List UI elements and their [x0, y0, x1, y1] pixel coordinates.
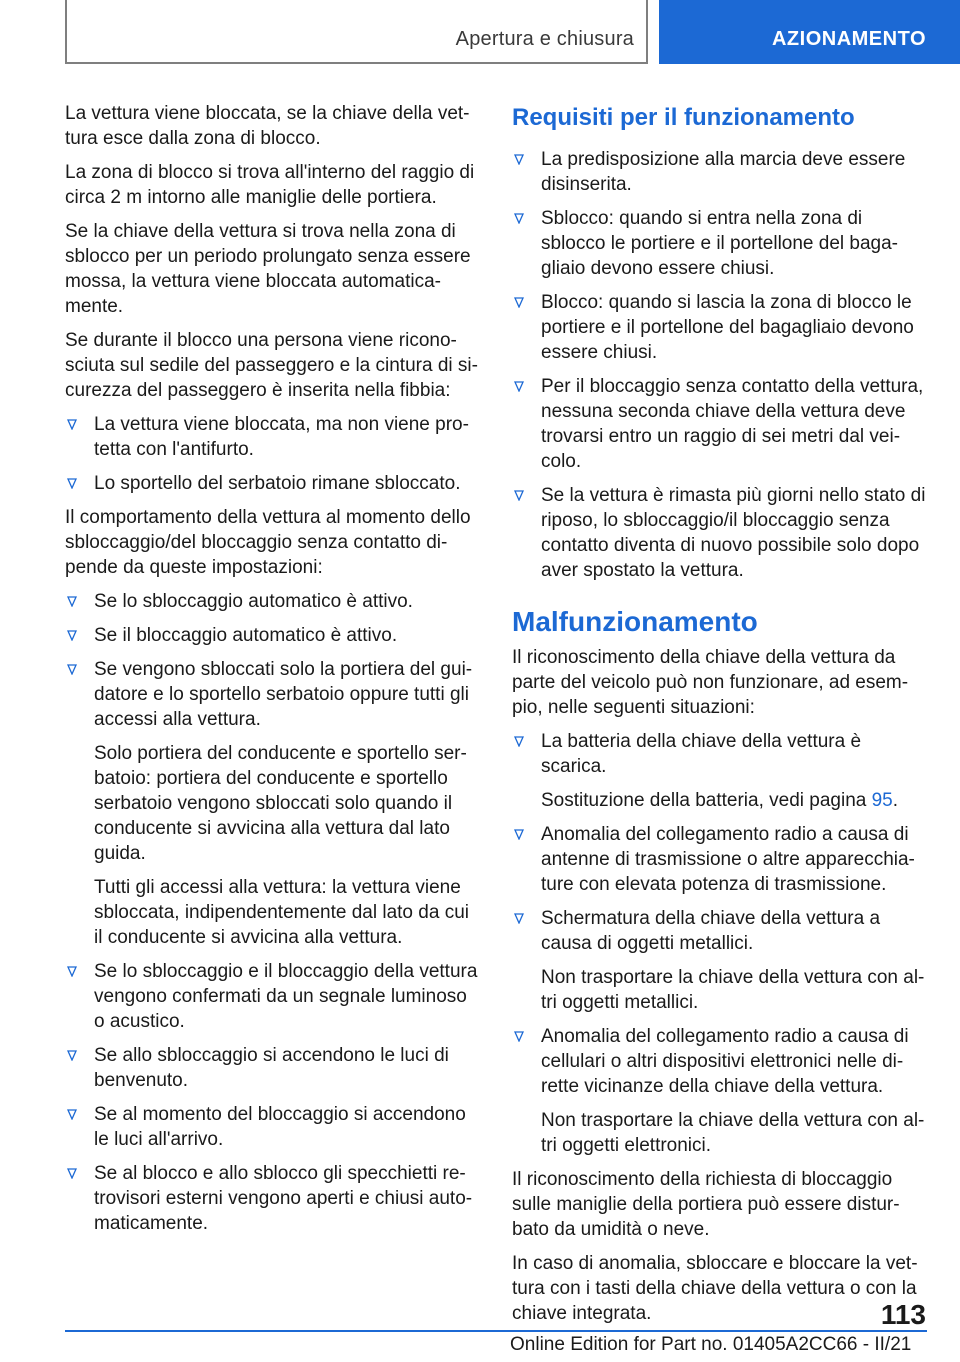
triangle-bullet-icon [514, 490, 524, 501]
paragraph: In caso di anomalia, sbloccare e bloccare la vet-tura con i tasti della chiave della vettura o con la chiave integrata. [512, 1253, 918, 1324]
list-item-subtext: Solo portiera del conducente e sportello ser-batoio: portiera del conducente e sportello serbatoio vengono sbloccati solo quando il conducente si avvicina alla vettura dal lato guida. [94, 743, 467, 864]
list-item [512, 822, 930, 897]
triangle-bullet-icon [67, 478, 77, 489]
list-item-text: La batteria della chiave della vettura è scarica. [541, 731, 862, 777]
left-column [65, 101, 480, 1245]
list-item-text: Anomalia del collegamento radio a causa di cellulari o altri dispositivi elettronici nelle di-rette vicinanze della chiave della vettura. [541, 1026, 909, 1097]
list-item [65, 1102, 480, 1152]
triangle-bullet-icon [514, 736, 524, 747]
list-item-text: Se lo sbloccaggio automatico è attivo. [94, 591, 413, 612]
header-chapter-label: AZIONAMENTO [771, 28, 926, 50]
list-item-text: Se allo sbloccaggio si accendono le luci di benvenuto. [94, 1045, 449, 1091]
list-item-text: La vettura viene bloccata, ma non viene pro-tetta con l'antifurto. [94, 414, 469, 460]
triangle-bullet-icon [514, 913, 524, 924]
paragraph: Il riconoscimento della richiesta di bloccaggio sulle maniglie della portiera può essere distur-bato da umidità o neve. [512, 1169, 900, 1240]
triangle-bullet-icon [67, 596, 77, 607]
list-item-subtext: Non trasportare la chiave della vettura con al-tri oggetti metallici. [541, 967, 925, 1013]
triangle-bullet-icon [514, 829, 524, 840]
triangle-bullet-icon [514, 213, 524, 224]
section-heading-requisiti: Requisiti per il funzionamento [512, 104, 855, 131]
right-column [512, 101, 930, 1335]
list-item [65, 623, 480, 648]
list-item-text: Se al momento del bloccaggio si accendono le luci all'arrivo. [94, 1104, 466, 1150]
triangle-bullet-icon [514, 381, 524, 392]
paragraph: Il riconoscimento della chiave della vettura da parte del veicolo può non funzionare, ad esem-pio, nelle seguenti situazioni: [512, 647, 909, 718]
paragraph: Se durante il blocco una persona viene ricono-sciuta sul sedile del passeggero e la cintura di si-curezza del passeggero è inserita nella fibbia: [65, 330, 478, 401]
list-item [512, 374, 930, 474]
footer-edition-text: Online Edition for Part no. 01405A2CC66 - II/21 [510, 1334, 912, 1355]
list-item-text: Per il bloccaggio senza contatto della vettura, nessuna seconda chiave della vettura deve trovarsi entro un raggio di sei metri dal vei-colo. [541, 376, 924, 472]
subtext-suffix: . [892, 790, 899, 811]
triangle-bullet-icon [514, 297, 524, 308]
section-heading-malfunzionamento: Malfunzionamento [512, 606, 758, 637]
triangle-bullet-icon [67, 1050, 77, 1061]
paragraph: Se la chiave della vettura si trova nella zona di sblocco per un periodo prolungato senza essere mossa, la vettura viene bloccata automatica-mente. [65, 221, 471, 317]
list-item-subtext: Non trasportare la chiave della vettura con al-tri oggetti elettronici. [541, 1110, 925, 1156]
list-item [65, 1043, 480, 1093]
triangle-bullet-icon [67, 630, 77, 641]
triangle-bullet-icon [67, 419, 77, 430]
list-item-text: Se la vettura è rimasta più giorni nello stato di riposo, lo sbloccaggio/il bloccaggio senza contatto diventa di nuovo possibile solo dopo aver spostato la vettura. [541, 485, 926, 581]
list-item [512, 483, 930, 583]
paragraph: La vettura viene bloccata, se la chiave della vet-tura esce dalla zona di blocco. [65, 103, 470, 149]
list-item [512, 147, 930, 197]
list-item [65, 1161, 480, 1236]
triangle-bullet-icon [514, 1031, 524, 1042]
list-item [512, 290, 930, 365]
paragraph: La zona di blocco si trova all'interno del raggio di circa 2 m intorno alle maniglie delle portiera. [65, 162, 475, 208]
list-item-text: Lo sportello del serbatoio rimane sbloccato. [94, 473, 461, 494]
list-item [65, 959, 480, 1034]
list-item [65, 471, 480, 496]
triangle-bullet-icon [67, 1109, 77, 1120]
list-item-text: Se vengono sbloccati solo la portiera del gui-datore e lo sportello serbatoio oppure tutti gli accessi alla vettura. [94, 659, 473, 730]
subtext-prefix: Sostituzione della batteria, vedi pagina [541, 790, 872, 811]
page-reference-link[interactable]: 95 [871, 790, 893, 811]
footer-divider [65, 1330, 927, 1332]
list-item-text: Se lo sbloccaggio e il bloccaggio della vettura vengono confermati da un segnale luminoso o acustico. [94, 961, 478, 1032]
triangle-bullet-icon [67, 966, 77, 977]
list-item [512, 906, 930, 956]
paragraph: Il comportamento della vettura al momento dello sbloccaggio/del bloccaggio senza contatto di-pende da queste impostazioni: [65, 507, 471, 578]
header-section-label: Apertura e chiusura [455, 28, 634, 50]
list-item [512, 206, 930, 281]
triangle-bullet-icon [67, 1168, 77, 1179]
list-item [65, 657, 480, 732]
list-item [65, 412, 480, 462]
list-item-text: Anomalia del collegamento radio a causa di antenne di trasmissione o altre apparecchia-ture con elevata potenza di trasmissione. [541, 824, 915, 895]
header-chapter-tab [659, 0, 960, 64]
list-item-subtext: Tutti gli accessi alla vettura: la vettura viene sbloccata, indipendentemente dal lato da cui il conducente si avvicina alla vettura. [94, 877, 469, 948]
list-item-text: Sblocco: quando si entra nella zona di sblocco le portiere e il portellone del baga-gliaio devono essere chiusi. [541, 208, 898, 279]
list-item [512, 1024, 930, 1099]
list-item-text: La predisposizione alla marcia deve essere disinserita. [541, 149, 906, 195]
triangle-bullet-icon [514, 154, 524, 165]
list-item-subtext [512, 788, 930, 813]
list-item-text: Blocco: quando si lascia la zona di blocco le portiere e il portellone del bagagliaio devono essere chiusi. [541, 292, 914, 363]
list-item-text: Se il bloccaggio automatico è attivo. [94, 625, 398, 646]
header-section-tab [65, 0, 648, 64]
page-number: 113 [880, 1299, 926, 1330]
list-item [512, 729, 930, 779]
list-item-text: Schermatura della chiave della vettura a causa di oggetti metallici. [541, 908, 881, 954]
triangle-bullet-icon [67, 664, 77, 675]
list-item-text: Se al blocco e allo sblocco gli specchietti re-trovisori esterni vengono aperti e chiusi auto-maticamente. [94, 1163, 473, 1234]
list-item [65, 589, 480, 614]
